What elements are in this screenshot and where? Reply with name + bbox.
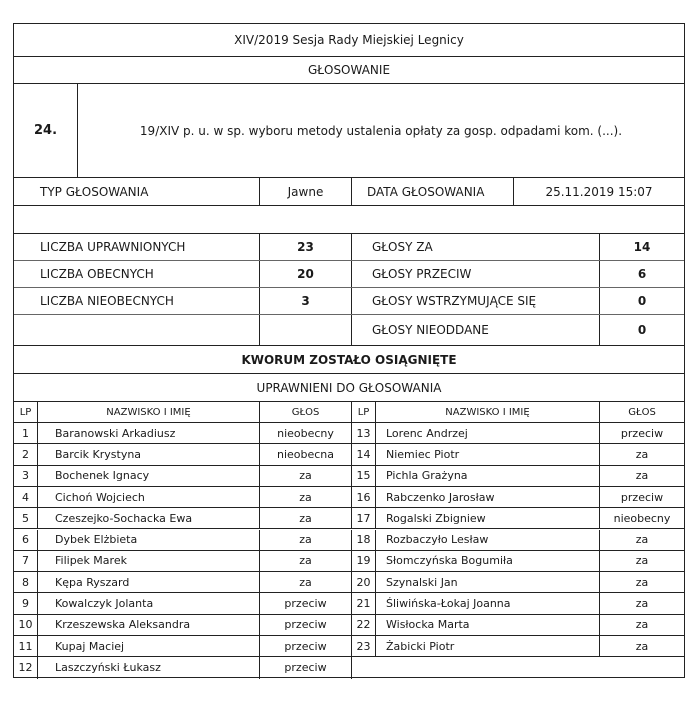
voter-vote: za xyxy=(599,615,684,635)
voting-sheet xyxy=(13,23,685,678)
voter-name: Wisłocka Marta xyxy=(375,615,599,635)
voter-lp: 17 xyxy=(351,508,375,528)
voter-vote: za xyxy=(599,530,684,550)
agenda-item-row xyxy=(14,84,684,178)
col-lp: LP xyxy=(351,402,375,422)
empty-cell xyxy=(351,657,684,678)
voter-vote: za xyxy=(259,530,351,550)
voters-header-row xyxy=(14,402,684,423)
voter-lp: 9 xyxy=(22,597,29,611)
voter-lp: 18 xyxy=(351,530,375,550)
item-number: 24. xyxy=(33,123,58,138)
not-cast-value: 0 xyxy=(599,315,684,345)
voter-vote: za xyxy=(259,508,351,528)
voter-lp: 13 xyxy=(351,423,375,443)
voter-lp: 12 xyxy=(18,661,33,675)
voters-title-row xyxy=(14,374,684,402)
spacer-row xyxy=(14,206,684,234)
voter-vote: za xyxy=(259,466,351,486)
section-row xyxy=(14,57,684,84)
voter-vote: nieobecna xyxy=(259,444,351,464)
voter-vote: za xyxy=(259,551,351,571)
against-value: 6 xyxy=(599,261,684,287)
voter-vote: przeciw xyxy=(259,615,351,635)
voter-name: Kowalczyk Jolanta xyxy=(37,593,259,613)
col-vote: GŁOS xyxy=(259,402,351,422)
voter-vote: przeciw xyxy=(259,657,351,678)
voter-name: Dybek Elżbieta xyxy=(37,530,259,550)
voter-lp: 3 xyxy=(22,469,29,483)
voter-name: Żabicki Piotr xyxy=(375,636,599,656)
stats-row xyxy=(14,234,684,261)
voter-name: Filipek Marek xyxy=(37,551,259,571)
voter-name: Kupaj Maciej xyxy=(37,636,259,656)
voter-name: Rogalski Zbigniew xyxy=(375,508,599,528)
stats-row xyxy=(14,288,684,315)
stats-row xyxy=(14,261,684,288)
voter-lp: 22 xyxy=(351,615,375,635)
not-cast-label: GŁOSY NIEODDANE xyxy=(351,315,599,345)
voter-vote: przeciw xyxy=(599,423,684,443)
voter-lp: 16 xyxy=(351,487,375,507)
quorum-row xyxy=(14,346,684,374)
table-row xyxy=(14,551,684,572)
voter-lp: 11 xyxy=(18,639,33,653)
entitled-label: LICZBA UPRAWNIONYCH xyxy=(40,240,186,254)
session-title-row xyxy=(14,24,684,57)
voter-vote: za xyxy=(259,487,351,507)
table-row xyxy=(14,423,684,444)
voter-name: Pichla Grażyna xyxy=(375,466,599,486)
table-row xyxy=(14,530,684,551)
voter-lp: 7 xyxy=(22,554,29,568)
vote-date-value: 25.11.2019 15:07 xyxy=(513,178,684,205)
col-vote: GŁOS xyxy=(599,402,684,422)
vote-date-label: DATA GŁOSOWANIA xyxy=(351,178,513,205)
voter-lp: 1 xyxy=(22,426,29,440)
table-row xyxy=(14,466,684,487)
voter-name: Kępa Ryszard xyxy=(37,572,259,592)
abstain-label: GŁOSY WSTRZYMUJĄCE SIĘ xyxy=(351,288,599,314)
col-lp: LP xyxy=(19,406,32,418)
voter-lp: 19 xyxy=(351,551,375,571)
voter-lp: 14 xyxy=(351,444,375,464)
voter-vote: przeciw xyxy=(259,593,351,613)
voter-vote: nieobecny xyxy=(599,508,684,528)
entitled-value: 23 xyxy=(259,234,351,260)
for-label: GŁOSY ZA xyxy=(351,234,599,260)
voter-name: Słomczyńska Bogumiła xyxy=(375,551,599,571)
voter-vote: nieobecny xyxy=(259,423,351,443)
voter-name: Lorenc Andrzej xyxy=(375,423,599,443)
item-description: 19/XIV p. u. w sp. wyboru metody ustalenia opłaty za gosp. odpadami kom. (...). xyxy=(77,84,684,177)
col-name: NAZWISKO I IMIĘ xyxy=(37,402,259,422)
voter-lp: 20 xyxy=(351,572,375,592)
voter-name: Cichoń Wojciech xyxy=(37,487,259,507)
against-label: GŁOSY PRZECIW xyxy=(351,261,599,287)
voter-vote: za xyxy=(599,572,684,592)
vote-info-row xyxy=(14,178,684,206)
voter-name: Czeszejko-Sochacka Ewa xyxy=(37,508,259,528)
table-row xyxy=(14,636,684,657)
voter-vote: przeciw xyxy=(259,636,351,656)
voter-vote: za xyxy=(259,572,351,592)
abstain-value: 0 xyxy=(599,288,684,314)
vote-type-label: TYP GŁOSOWANIA xyxy=(40,184,149,199)
table-row xyxy=(14,572,684,593)
voter-lp: 6 xyxy=(22,533,29,547)
voters-title: UPRAWNIENI DO GŁOSOWANIA xyxy=(256,380,442,395)
table-row xyxy=(14,593,684,614)
voter-name: Laszczyński Łukasz xyxy=(37,657,259,678)
table-row xyxy=(14,487,684,508)
voter-name: Śliwińska-Łokaj Joanna xyxy=(375,593,599,613)
voter-name: Rabczenko Jarosław xyxy=(375,487,599,507)
present-value: 20 xyxy=(259,261,351,287)
quorum-status: KWORUM ZOSTAŁO OSIĄGNIĘTE xyxy=(241,352,457,367)
col-name: NAZWISKO I IMIĘ xyxy=(375,402,599,422)
voter-name: Barcik Krystyna xyxy=(37,444,259,464)
voter-lp: 10 xyxy=(18,618,33,632)
absent-value: 3 xyxy=(259,288,351,314)
voter-name: Szynalski Jan xyxy=(375,572,599,592)
empty-cell xyxy=(259,315,351,345)
voter-name: Baranowski Arkadiusz xyxy=(37,423,259,443)
voter-name: Krzeszewska Aleksandra xyxy=(37,615,259,635)
voter-name: Bochenek Ignacy xyxy=(37,466,259,486)
section-title: GŁOSOWANIE xyxy=(307,63,391,77)
voter-vote: za xyxy=(599,636,684,656)
voter-lp: 4 xyxy=(22,490,29,504)
present-label: LICZBA OBECNYCH xyxy=(40,267,154,281)
voter-lp: 15 xyxy=(351,466,375,486)
voter-vote: za xyxy=(599,593,684,613)
voter-vote: za xyxy=(599,466,684,486)
voter-vote: przeciw xyxy=(599,487,684,507)
table-row xyxy=(14,508,684,529)
session-title: XIV/2019 Sesja Rady Miejskiej Legnicy xyxy=(234,33,464,47)
voter-lp: 2 xyxy=(22,447,29,461)
table-row xyxy=(14,444,684,465)
voter-lp: 5 xyxy=(22,511,29,525)
voter-lp: 21 xyxy=(351,593,375,613)
voter-vote: za xyxy=(599,551,684,571)
vote-type-value: Jawne xyxy=(259,178,351,205)
voter-name: Niemiec Piotr xyxy=(375,444,599,464)
absent-label: LICZBA NIEOBECNYCH xyxy=(40,294,174,308)
table-row xyxy=(14,615,684,636)
voter-lp: 8 xyxy=(22,575,29,589)
table-row xyxy=(14,657,684,678)
voter-vote: za xyxy=(599,444,684,464)
voter-lp: 23 xyxy=(351,636,375,656)
stats-row xyxy=(14,315,684,346)
voter-name: Rozbaczyło Lesław xyxy=(375,530,599,550)
for-value: 14 xyxy=(599,234,684,260)
